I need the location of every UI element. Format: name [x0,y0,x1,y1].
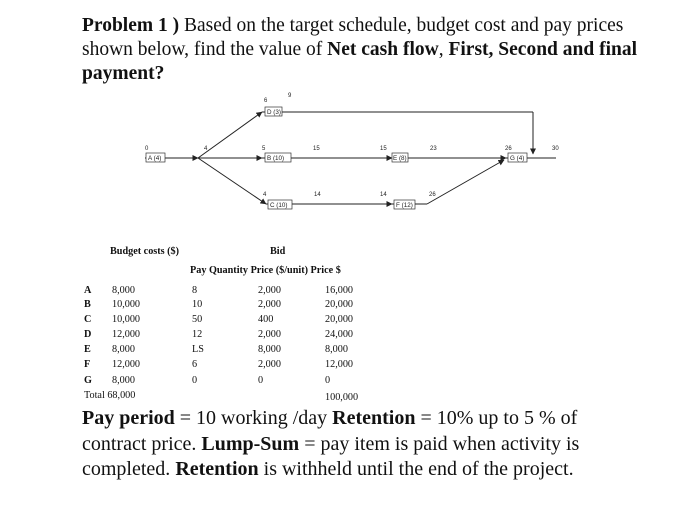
row-unit-price: 8,000 [258,344,281,355]
label-g: G (4) [510,155,525,162]
note-text-2: = 10% up to 5 % of contract price. [82,407,578,455]
row-price: 24,000 [325,329,354,340]
row-unit-price: 2,000 [258,299,281,310]
row-activity: E [84,344,91,355]
row-activity: G [84,375,92,386]
node-4-label: 4 [204,146,208,152]
note-bold-retention: Retention [332,407,416,429]
row-price: 0 [325,375,331,386]
label-e: E (8) [393,155,407,162]
row-budget: 8,000 [112,285,135,296]
row-budget: 10,000 [112,299,141,310]
payment-terms-note [82,406,642,483]
row-unit-price: 0 [258,375,264,386]
es-b: 5 [262,146,266,152]
label-d: D (3) [267,109,281,116]
row-activity: B [84,299,91,310]
problem-text-1: Based on the target schedule, budget cost and pay prices shown below, find the value of [82,15,624,60]
note-bold-retention-2: Retention [175,458,259,480]
row-budget: 12,000 [112,359,141,370]
ef-e: 23 [430,146,437,152]
row-activity: F [84,359,91,370]
header-budget: Budget costs ($) [110,246,180,257]
row-unit-price: 400 [258,314,274,325]
ef-c: 14 [314,192,321,198]
total-budget: Total 68,000 [84,390,136,401]
total-price: 100,000 [325,392,359,403]
row-budget: 8,000 [112,344,135,355]
note-text-1: = 10 working /day [174,407,333,429]
es-e: 15 [380,146,387,152]
row-qty: 0 [192,375,198,386]
note-bold-lump-sum: Lump-Sum [201,432,300,455]
note-bold-pay-period: Pay period [82,407,175,429]
row-budget: 12,000 [112,329,141,340]
row-unit-price: 2,000 [258,329,281,340]
row-qty: 50 [192,314,203,325]
ef-g: 30 [552,146,559,152]
label-f: F (12) [396,202,413,209]
es-d: 6 [264,98,268,104]
problem-bold-net-cash-flow: Net cash flow [327,39,439,60]
row-qty: 10 [192,299,203,310]
row-qty: 12 [192,329,203,340]
es-g: 26 [505,146,512,152]
ef-f: 26 [429,192,436,198]
problem-label: Problem 1 ) [82,15,180,36]
header-columns: Pay Quantity Price ($/unit) Price $ [190,265,341,276]
row-budget: 8,000 [112,375,135,386]
es-c: 4 [263,192,267,198]
label-b: B (10) [267,155,285,162]
row-unit-price: 2,000 [258,359,281,370]
note-text-4: is withheld until the end of the project. [258,458,574,480]
row-activity: D [84,329,92,340]
ef-b: 15 [313,146,320,152]
problem-text-2: , [438,39,449,60]
row-price: 20,000 [325,314,354,325]
note-text-3: = pay item is paid when activity is completed. [82,432,580,480]
row-price: 12,000 [325,359,354,370]
row-activity: A [84,285,92,296]
row-price: 8,000 [325,344,348,355]
row-unit-price: 2,000 [258,285,281,296]
row-budget: 10,000 [112,314,141,325]
es-f: 14 [380,192,387,198]
label-a: A (4) [148,155,162,162]
row-price: 20,000 [325,299,354,310]
row-activity: C [84,314,92,325]
row-qty: 8 [192,285,198,296]
row-qty: 6 [192,359,198,370]
row-qty: LS [192,344,204,355]
es-a: 0 [145,146,149,152]
header-bid: Bid [270,246,286,257]
problem-bold-payments: First, Second and final payment? [82,39,637,84]
label-c: C (10) [270,202,288,209]
ef-d: 9 [288,93,292,99]
row-price: 16,000 [325,285,354,296]
